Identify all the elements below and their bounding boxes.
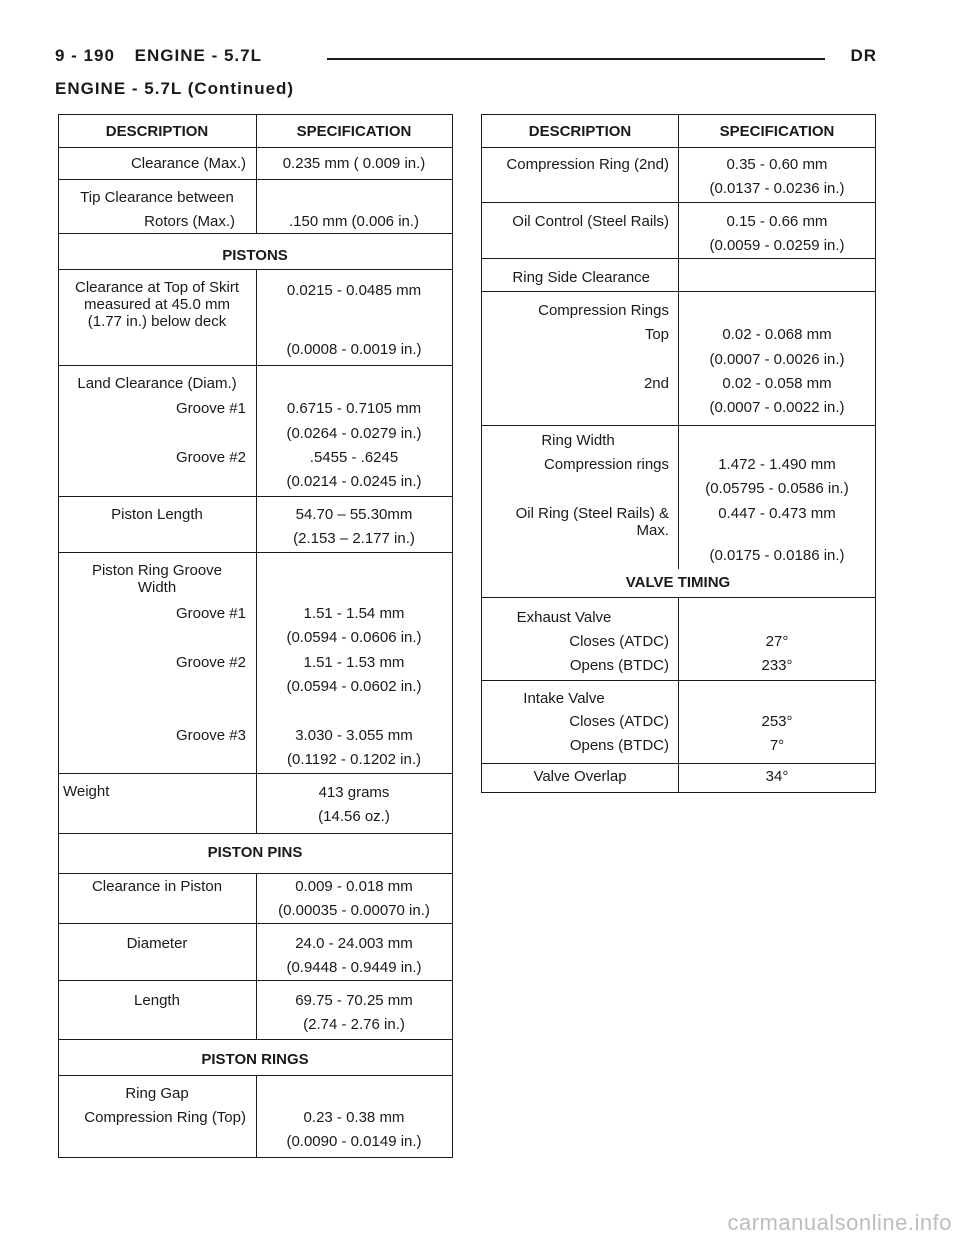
- spec-value: 69.75 - 70.25 mm: [295, 992, 413, 1009]
- spec-value: 253°: [761, 713, 793, 730]
- spec-value: 0.009 - 0.018 mm: [295, 878, 413, 895]
- row-rule: [59, 147, 452, 148]
- column-divider: [256, 1075, 257, 1157]
- spec-value: .150 mm (0.006 in.): [288, 213, 420, 230]
- spec-value: (0.0214 - 0.0245 in.): [286, 473, 422, 490]
- section-heading-piston-pins: PISTON PINS: [207, 844, 303, 861]
- row-rule: [482, 291, 875, 292]
- continued-heading: ENGINE - 5.7L (Continued): [55, 79, 295, 98]
- spec-value: (14.56 oz.): [318, 808, 390, 825]
- spec-description: Rotors (Max.): [144, 213, 235, 230]
- spec-value: (0.0264 - 0.0279 in.): [286, 425, 422, 442]
- section-heading-pistons: PISTONS: [222, 247, 288, 264]
- spec-description: Ring Side Clearance: [512, 269, 650, 286]
- row-rule: [482, 147, 875, 148]
- spec-description: Land Clearance (Diam.): [77, 375, 237, 392]
- spec-value: 34°: [765, 768, 789, 785]
- spec-description: Tip Clearance between: [80, 189, 234, 206]
- footer-watermark: carmanualsonline.info: [727, 1210, 952, 1235]
- column-divider: [678, 115, 679, 569]
- spec-description: Compression Ring (2nd): [506, 156, 669, 173]
- row-rule: [59, 233, 452, 234]
- column-divider: [256, 115, 257, 233]
- spec-description: Weight: [63, 783, 110, 800]
- spec-value: 0.0215 - 0.0485 mm: [286, 282, 422, 299]
- section-heading-piston-rings: PISTON RINGS: [201, 1051, 309, 1068]
- row-rule: [482, 680, 875, 681]
- spec-description: 2nd: [643, 375, 669, 392]
- row-rule: [59, 1075, 452, 1076]
- spec-description: measured at 45.0 mm: [84, 296, 230, 313]
- model-code: DR: [850, 46, 877, 65]
- spec-value: 0.447 - 0.473 mm: [718, 505, 836, 522]
- spec-value: 54.70 – 55.30mm: [295, 506, 413, 523]
- spec-value: (2.74 - 2.76 in.): [303, 1016, 405, 1033]
- row-rule: [59, 773, 452, 774]
- spec-value: 0.15 - 0.66 mm: [726, 213, 828, 230]
- row-rule: [482, 258, 875, 259]
- spec-value: 1.472 - 1.490 mm: [718, 456, 836, 473]
- section-title: ENGINE - 5.7L: [134, 46, 262, 65]
- spec-value: 24.0 - 24.003 mm: [295, 935, 413, 952]
- spec-value: 0.235 mm ( 0.009 in.): [282, 155, 426, 172]
- spec-description: (1.77 in.) below deck: [87, 313, 227, 330]
- spec-value: (0.0059 - 0.0259 in.): [709, 237, 845, 254]
- spec-value: (0.0090 - 0.0149 in.): [286, 1133, 422, 1150]
- row-rule: [482, 425, 875, 426]
- spec-table-left: [58, 114, 453, 1158]
- spec-description: Piston Ring Groove: [91, 562, 223, 579]
- spec-description: Groove #1: [175, 400, 246, 417]
- spec-description: Diameter: [126, 935, 188, 952]
- spec-description: Groove #1: [175, 605, 246, 622]
- spec-description: Piston Length: [111, 506, 203, 523]
- spec-value: (2.153 – 2.177 in.): [293, 530, 415, 547]
- section-heading-valve-timing: VALVE TIMING: [625, 574, 731, 591]
- spec-description: Compression Ring (Top): [84, 1109, 246, 1126]
- spec-value: (0.9448 - 0.9449 in.): [286, 959, 422, 976]
- row-rule: [59, 365, 452, 366]
- page-number: 9 - 190: [55, 46, 115, 65]
- column-header-specification: SPECIFICATION: [719, 123, 835, 140]
- spec-description: Clearance in Piston: [91, 878, 223, 895]
- spec-value: (0.0137 - 0.0236 in.): [709, 180, 845, 197]
- spec-table-right: [481, 114, 876, 764]
- spec-value: (0.1192 - 0.1202 in.): [287, 751, 421, 768]
- spec-description: Clearance (Max.): [130, 155, 246, 172]
- spec-value: (0.0594 - 0.0602 in.): [286, 678, 422, 695]
- spec-description: Ring Width: [541, 432, 615, 449]
- spec-value: (0.0175 - 0.0186 in.): [709, 547, 845, 564]
- spec-description: Closes (ATDC): [569, 633, 669, 650]
- row-rule: [482, 202, 875, 203]
- spec-value: (0.0594 - 0.0606 in.): [286, 629, 422, 646]
- spec-value: 0.02 - 0.058 mm: [722, 375, 832, 392]
- spec-value: 0.6715 - 0.7105 mm: [286, 400, 422, 417]
- column-header-description: DESCRIPTION: [528, 123, 632, 140]
- spec-table-right-last-row: [481, 762, 876, 793]
- spec-value: (0.0007 - 0.0022 in.): [709, 399, 845, 416]
- spec-value: 1.51 - 1.53 mm: [303, 654, 405, 671]
- spec-description: Length: [134, 992, 180, 1009]
- column-divider: [678, 762, 679, 792]
- row-rule: [59, 552, 452, 553]
- spec-description: Compression Rings: [538, 302, 669, 319]
- column-divider: [256, 873, 257, 1039]
- spec-value: .5455 - .6245: [309, 449, 399, 466]
- spec-value: (0.0007 - 0.0026 in.): [709, 351, 845, 368]
- spec-value: (0.0008 - 0.0019 in.): [286, 341, 422, 358]
- spec-description: Groove #2: [175, 654, 246, 671]
- spec-description: Top: [644, 326, 669, 343]
- row-rule: [59, 179, 452, 180]
- spec-value: 27°: [765, 633, 789, 650]
- spec-description: Exhaust Valve: [516, 609, 612, 626]
- row-rule: [59, 496, 452, 497]
- spec-description: Compression rings: [543, 456, 669, 473]
- spec-value: 0.02 - 0.068 mm: [722, 326, 832, 343]
- spec-description: Opens (BTDC): [569, 737, 669, 754]
- spec-value: 3.030 - 3.055 mm: [295, 727, 413, 744]
- row-rule: [59, 833, 452, 834]
- spec-description: Opens (BTDC): [569, 657, 669, 674]
- spec-description: Groove #3: [175, 727, 246, 744]
- spec-description: Ring Gap: [125, 1085, 189, 1102]
- spec-value: (0.05795 - 0.0586 in.): [705, 480, 849, 497]
- row-rule: [59, 923, 452, 924]
- spec-description: Valve Overlap: [533, 768, 627, 785]
- spec-description: Oil Control (Steel Rails): [512, 213, 669, 230]
- header-rule: [327, 58, 825, 60]
- column-header-description: DESCRIPTION: [105, 123, 209, 140]
- spec-value: 7°: [769, 737, 785, 754]
- row-rule: [59, 1039, 452, 1040]
- page-header: [55, 46, 877, 72]
- column-header-specification: SPECIFICATION: [296, 123, 412, 140]
- spec-description: Max.: [636, 522, 669, 539]
- spec-value: 233°: [761, 657, 793, 674]
- row-rule: [59, 980, 452, 981]
- row-rule: [59, 269, 452, 270]
- spec-description: Width: [137, 579, 177, 596]
- spec-description: Oil Ring (Steel Rails) &: [515, 505, 669, 522]
- spec-description: Closes (ATDC): [569, 713, 669, 730]
- spec-description: Intake Valve: [523, 690, 605, 707]
- spec-value: 0.35 - 0.60 mm: [726, 156, 828, 173]
- row-rule: [59, 873, 452, 874]
- spec-value: (0.00035 - 0.00070 in.): [278, 902, 430, 919]
- spec-description: Groove #2: [175, 449, 246, 466]
- row-rule: [482, 597, 875, 598]
- spec-description: Clearance at Top of Skirt: [75, 279, 239, 296]
- spec-value: 1.51 - 1.54 mm: [303, 605, 405, 622]
- spec-value: 0.23 - 0.38 mm: [303, 1109, 405, 1126]
- spec-value: 413 grams: [318, 784, 390, 801]
- column-divider: [256, 269, 257, 833]
